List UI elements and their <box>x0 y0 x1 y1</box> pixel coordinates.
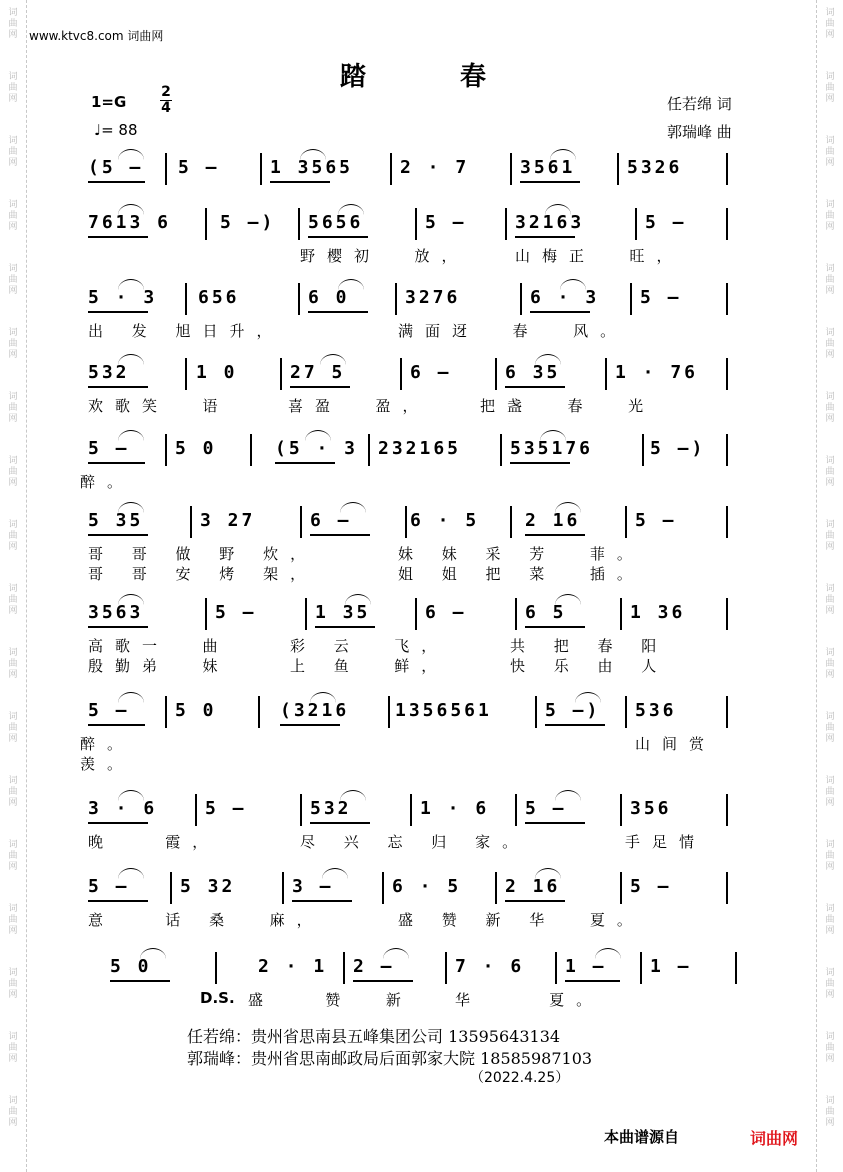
barline <box>726 696 728 728</box>
lyricist-credit: 任若绵 词 <box>667 95 732 113</box>
measure-notes: 1 36 <box>630 602 686 623</box>
watermark-text: 词 曲 网 <box>825 72 835 104</box>
watermark-text: 词 曲 网 <box>8 520 18 552</box>
slur-mark <box>555 594 581 605</box>
slur-mark <box>575 692 601 703</box>
lyric-line: 彩 云 飞， <box>290 637 449 655</box>
measure-notes: 5 – <box>88 438 130 459</box>
slur-mark <box>345 594 371 605</box>
slur-mark <box>118 149 144 160</box>
lyric-line-verse2: 殷勤弟 妹 <box>88 657 230 675</box>
measure-notes: 5 35 <box>88 510 144 531</box>
measure-notes: 5 – <box>178 157 220 178</box>
barline <box>343 952 345 984</box>
barline <box>250 434 252 466</box>
measure-notes: 532 <box>310 798 352 819</box>
beam-underline <box>88 462 145 464</box>
barline <box>515 794 517 826</box>
key-signature: 1=G <box>91 93 127 111</box>
barline <box>170 872 172 904</box>
lyric-line: 妹 妹 采 芳 菲。 <box>398 545 644 563</box>
measure-notes: 6 0 <box>308 287 350 308</box>
beam-underline <box>88 900 148 902</box>
watermark-text: 词 曲 网 <box>825 840 835 872</box>
beam-underline <box>520 181 580 183</box>
measure-notes: 5 –) <box>220 212 276 233</box>
measure-notes: 5 0 <box>175 700 217 721</box>
beam-underline <box>88 626 148 628</box>
contact-line: 郭瑞峰：贵州省思南邮政局后面郭家大院 18585987103 <box>187 1049 593 1068</box>
measure-notes: 656 <box>198 287 240 308</box>
watermark-text: 词 曲 网 <box>8 392 18 424</box>
measure-notes: 5 – <box>88 876 130 897</box>
site-header[interactable]: www.ktvc8.com 词曲网 <box>29 29 164 43</box>
beam-underline <box>292 900 352 902</box>
beam-underline <box>308 311 368 313</box>
site-logo[interactable]: 词曲网 <box>750 1129 799 1148</box>
slur-mark <box>118 354 144 365</box>
lyric-line: 满面迓 春 风。 <box>398 322 628 340</box>
slur-mark <box>320 354 346 365</box>
lyric-line: 哥 哥 做 野 炊， <box>88 545 318 563</box>
barline <box>395 283 397 315</box>
barline <box>382 872 384 904</box>
lyric-line-verse2: 哥 哥 安 烤 架， <box>88 565 318 583</box>
barline <box>388 696 390 728</box>
measure-notes: 6 · 5 <box>410 510 480 531</box>
watermark-text: 词 曲 网 <box>825 392 835 424</box>
tempo-marking: ♩= 88 <box>94 121 138 139</box>
time-signature-bottom: 4 <box>161 100 171 116</box>
beam-underline <box>280 724 340 726</box>
slur-mark <box>550 149 576 160</box>
watermark-text: 词 曲 网 <box>825 328 835 360</box>
lyric-line: 华 夏。 <box>455 991 604 1009</box>
measure-notes: 5 – <box>635 510 677 531</box>
measure-notes: 5656 <box>308 212 364 233</box>
lyric-line: 山间赏 <box>635 735 717 753</box>
barline <box>630 283 632 315</box>
slur-mark <box>300 149 326 160</box>
slur-mark <box>338 204 364 215</box>
barline <box>280 358 282 390</box>
barline <box>185 358 187 390</box>
beam-underline <box>308 236 368 238</box>
barline <box>642 434 644 466</box>
lyric-line: 意 话 桑 麻， <box>88 911 324 929</box>
barline <box>258 696 260 728</box>
barline <box>635 208 637 240</box>
barline <box>282 872 284 904</box>
beam-underline <box>290 386 350 388</box>
watermark-text: 词 曲 网 <box>8 712 18 744</box>
lyric-line: 手足情 <box>625 833 707 851</box>
barline <box>415 598 417 630</box>
measure-notes: 2 – <box>353 956 395 977</box>
slur-mark <box>338 279 364 290</box>
barline <box>515 598 517 630</box>
measure-notes: 6 – <box>425 602 467 623</box>
measure-notes: 7613 6 <box>88 212 172 233</box>
measure-notes: 2 16 <box>525 510 581 531</box>
watermark-text: 词 曲 网 <box>825 136 835 168</box>
measure-notes: 5 – <box>205 798 247 819</box>
beam-underline <box>88 181 145 183</box>
lyric-line: 尽 兴 忘 归 家。 <box>300 833 530 851</box>
beam-underline <box>88 534 148 536</box>
measure-notes: (5 · 3 <box>275 438 359 459</box>
barline <box>165 434 167 466</box>
barline <box>617 153 619 185</box>
measure-notes: (3216 <box>280 700 350 721</box>
beam-underline <box>505 386 565 388</box>
measure-notes: 5326 <box>627 157 683 178</box>
composer-credit: 郭瑞峰 曲 <box>667 123 732 141</box>
beam-underline <box>270 181 330 183</box>
beam-underline <box>545 724 605 726</box>
barline <box>205 208 207 240</box>
date-note: （2022.4.25） <box>470 1070 570 1086</box>
measure-notes: 1 · 76 <box>615 362 699 383</box>
watermark-text: 词 曲 网 <box>8 968 18 1000</box>
slur-mark <box>555 502 581 513</box>
measure-notes: 1 3565 <box>270 157 354 178</box>
barline <box>735 952 737 984</box>
measure-notes: 5 – <box>640 287 682 308</box>
measure-notes: 7 · 6 <box>455 956 525 977</box>
measure-notes: 6 · 5 <box>392 876 462 897</box>
measure-notes: 5 – <box>630 876 672 897</box>
barline <box>726 153 728 185</box>
lyric-line: 晚 霞， <box>88 833 220 851</box>
beam-underline <box>310 534 370 536</box>
lyric-line: 共 把 春 阳 <box>510 637 669 655</box>
watermark-text: 词 曲 网 <box>825 1032 835 1064</box>
beam-underline <box>88 386 148 388</box>
barline <box>726 208 728 240</box>
measure-notes: 5 – <box>645 212 687 233</box>
measure-notes: 6 – <box>410 362 452 383</box>
watermark-text: 词 曲 网 <box>825 456 835 488</box>
barline <box>500 434 502 466</box>
song-title: 踏春 <box>340 62 581 92</box>
barline <box>495 872 497 904</box>
barline <box>510 153 512 185</box>
measure-notes: 3 · 6 <box>88 798 158 819</box>
barline <box>260 153 262 185</box>
barline <box>625 696 627 728</box>
barline <box>305 598 307 630</box>
barline <box>726 598 728 630</box>
beam-underline <box>88 822 148 824</box>
lyric-line: 野樱初 放， <box>300 247 469 265</box>
watermark-text: 词 曲 网 <box>825 264 835 296</box>
barline <box>190 506 192 538</box>
measure-notes: 5 –) <box>545 700 601 721</box>
beam-underline <box>505 900 565 902</box>
barline <box>520 283 522 315</box>
watermark-text: 词 曲 网 <box>825 520 835 552</box>
beam-underline <box>88 236 148 238</box>
slur-mark <box>118 868 144 879</box>
barline <box>405 506 407 538</box>
beam-underline <box>525 822 585 824</box>
beam-underline <box>525 626 585 628</box>
lyric-line: 高歌一 曲 <box>88 637 230 655</box>
watermark-text: 词 曲 网 <box>825 584 835 616</box>
watermark-text: 词 曲 网 <box>8 456 18 488</box>
measure-notes: 232165 <box>378 438 462 459</box>
barline <box>298 283 300 315</box>
measure-notes: 2 16 <box>505 876 561 897</box>
measure-notes: 1 0 <box>196 362 238 383</box>
measure-notes: 535176 <box>510 438 594 459</box>
measure-notes: 5 – <box>88 700 130 721</box>
barline <box>215 952 217 984</box>
lyric-line: 醉。 <box>80 473 135 491</box>
barline <box>495 358 497 390</box>
time-signature <box>160 85 172 116</box>
measure-notes: 1 – <box>565 956 607 977</box>
barline <box>445 952 447 984</box>
slur-mark <box>535 354 561 365</box>
barline <box>605 358 607 390</box>
measure-notes: 5 32 <box>180 876 236 897</box>
measure-notes: (5 – <box>88 157 144 178</box>
measure-notes: 536 <box>635 700 677 721</box>
barline <box>505 208 507 240</box>
measure-notes: 2 · 7 <box>400 157 470 178</box>
barline <box>300 506 302 538</box>
barline <box>726 283 728 315</box>
lyric-line-verse2: 姐 姐 把 菜 插。 <box>398 565 644 583</box>
slur-mark <box>383 948 409 959</box>
watermark-text: 词 曲 网 <box>8 72 18 104</box>
watermark-text: 词 曲 网 <box>825 1096 835 1128</box>
slur-mark <box>535 868 561 879</box>
watermark-text: 词 曲 网 <box>825 8 835 40</box>
slur-mark <box>555 790 581 801</box>
beam-underline <box>565 980 620 982</box>
measure-notes: 3276 <box>405 287 461 308</box>
slur-mark <box>545 204 571 215</box>
barline <box>510 506 512 538</box>
watermark-text: 词 曲 网 <box>8 776 18 808</box>
barline <box>165 153 167 185</box>
barline <box>726 794 728 826</box>
watermark-text: 词 曲 网 <box>8 1096 18 1128</box>
measure-notes: 3563 <box>88 602 144 623</box>
barline <box>298 208 300 240</box>
barline <box>368 434 370 466</box>
watermark-text: 词 曲 网 <box>825 776 835 808</box>
right-watermark-strip <box>816 0 843 1172</box>
watermark-text: 词 曲 网 <box>8 840 18 872</box>
measure-notes: 5 – <box>525 798 567 819</box>
barline <box>620 872 622 904</box>
measure-notes: 5 – <box>215 602 257 623</box>
measure-notes: 3 – <box>292 876 334 897</box>
measure-notes: 3561 <box>520 157 576 178</box>
slur-mark <box>340 502 366 513</box>
beam-underline <box>110 980 170 982</box>
watermark-text: 词 曲 网 <box>8 136 18 168</box>
watermark-text: 词 曲 网 <box>8 200 18 232</box>
barline <box>555 952 557 984</box>
slur-mark <box>305 430 331 441</box>
measure-notes: 6 · 3 <box>530 287 600 308</box>
beam-underline <box>310 822 370 824</box>
barline <box>410 794 412 826</box>
source-label: 本曲谱源自 <box>604 1128 680 1146</box>
measure-notes: 5 –) <box>650 438 706 459</box>
measure-notes: 5 – <box>425 212 467 233</box>
slur-mark <box>118 430 144 441</box>
lyric-line: 山梅正 旺， <box>515 247 684 265</box>
watermark-text: 词 曲 网 <box>8 648 18 680</box>
slur-mark <box>595 948 621 959</box>
watermark-text: 词 曲 网 <box>8 328 18 360</box>
measure-notes: 356 <box>630 798 672 819</box>
lyric-line-verse2: 羡。 <box>80 755 135 773</box>
watermark-text: 词 曲 网 <box>8 1032 18 1064</box>
lyric-line-verse2: 快 乐 由 人 <box>510 657 669 675</box>
slur-mark <box>540 430 566 441</box>
beam-underline <box>88 311 148 313</box>
measure-notes: 6 – <box>310 510 352 531</box>
lyric-line-verse2: 上 鱼 鲜， <box>290 657 449 675</box>
barline <box>726 358 728 390</box>
measure-notes: 6 5 <box>525 602 567 623</box>
beam-underline <box>275 462 335 464</box>
measure-notes: 5 0 <box>175 438 217 459</box>
barline <box>640 952 642 984</box>
measure-notes: 1 · 6 <box>420 798 490 819</box>
lyric-line: 欢歌笑 语 <box>88 397 230 415</box>
slur-mark <box>118 692 144 703</box>
measure-notes: 532 <box>88 362 130 383</box>
ds-marking: D.S. <box>200 989 235 1007</box>
slur-mark <box>310 692 336 703</box>
lyric-line: 喜盈 盈， <box>288 397 430 415</box>
barline <box>165 696 167 728</box>
measure-notes: 5 0 <box>110 956 152 977</box>
measure-notes: 3 27 <box>200 510 256 531</box>
lyric-line: 盛 赞 新 <box>248 991 413 1009</box>
beam-underline <box>515 236 575 238</box>
lyric-line: 把盏 春 光 <box>480 397 656 415</box>
barline <box>195 794 197 826</box>
beam-underline <box>353 980 413 982</box>
lyric-line: 醉。 <box>80 735 135 753</box>
measure-notes: 1 – <box>650 956 692 977</box>
watermark-text: 词 曲 网 <box>8 584 18 616</box>
measure-notes: 2 · 1 <box>258 956 328 977</box>
lyric-line: 盛 赞 新 华 夏。 <box>398 911 644 929</box>
time-signature-top: 2 <box>161 84 171 100</box>
measure-notes: 1 35 <box>315 602 371 623</box>
watermark-text: 词 曲 网 <box>825 712 835 744</box>
slur-mark <box>140 948 166 959</box>
barline <box>620 598 622 630</box>
watermark-text: 词 曲 网 <box>8 8 18 40</box>
slur-mark <box>118 279 144 290</box>
barline <box>620 794 622 826</box>
barline <box>205 598 207 630</box>
beam-underline <box>530 311 590 313</box>
barline <box>390 153 392 185</box>
beam-underline <box>315 626 375 628</box>
watermark-text: 词 曲 网 <box>825 968 835 1000</box>
watermark-text: 词 曲 网 <box>825 904 835 936</box>
barline <box>185 283 187 315</box>
barline <box>726 872 728 904</box>
contact-line: 任若绵：贵州省思南县五峰集团公司 13595643134 <box>187 1027 561 1046</box>
barline <box>415 208 417 240</box>
barline <box>300 794 302 826</box>
slur-mark <box>560 279 586 290</box>
watermark-text: 词 曲 网 <box>8 264 18 296</box>
measure-notes: 5 · 3 <box>88 287 158 308</box>
measure-notes: 32163 <box>515 212 585 233</box>
slur-mark <box>118 594 144 605</box>
watermark-text: 词 曲 网 <box>825 200 835 232</box>
watermark-text: 词 曲 网 <box>825 648 835 680</box>
barline <box>726 434 728 466</box>
lyric-line: 出 发 旭日升， <box>88 322 284 340</box>
measure-notes: 1356561 <box>395 700 492 721</box>
barline <box>625 506 627 538</box>
measure-notes: 27 5 <box>290 362 346 383</box>
measure-notes: 6 35 <box>505 362 561 383</box>
slur-mark <box>340 790 366 801</box>
slur-mark <box>322 868 348 879</box>
watermark-text: 词 曲 网 <box>8 904 18 936</box>
left-watermark-strip <box>0 0 27 1172</box>
slur-mark <box>118 502 144 513</box>
beam-underline <box>510 462 570 464</box>
beam-underline <box>88 724 145 726</box>
slur-mark <box>118 790 144 801</box>
barline <box>726 506 728 538</box>
barline <box>535 696 537 728</box>
beam-underline <box>525 534 585 536</box>
barline <box>400 358 402 390</box>
slur-mark <box>118 204 144 215</box>
